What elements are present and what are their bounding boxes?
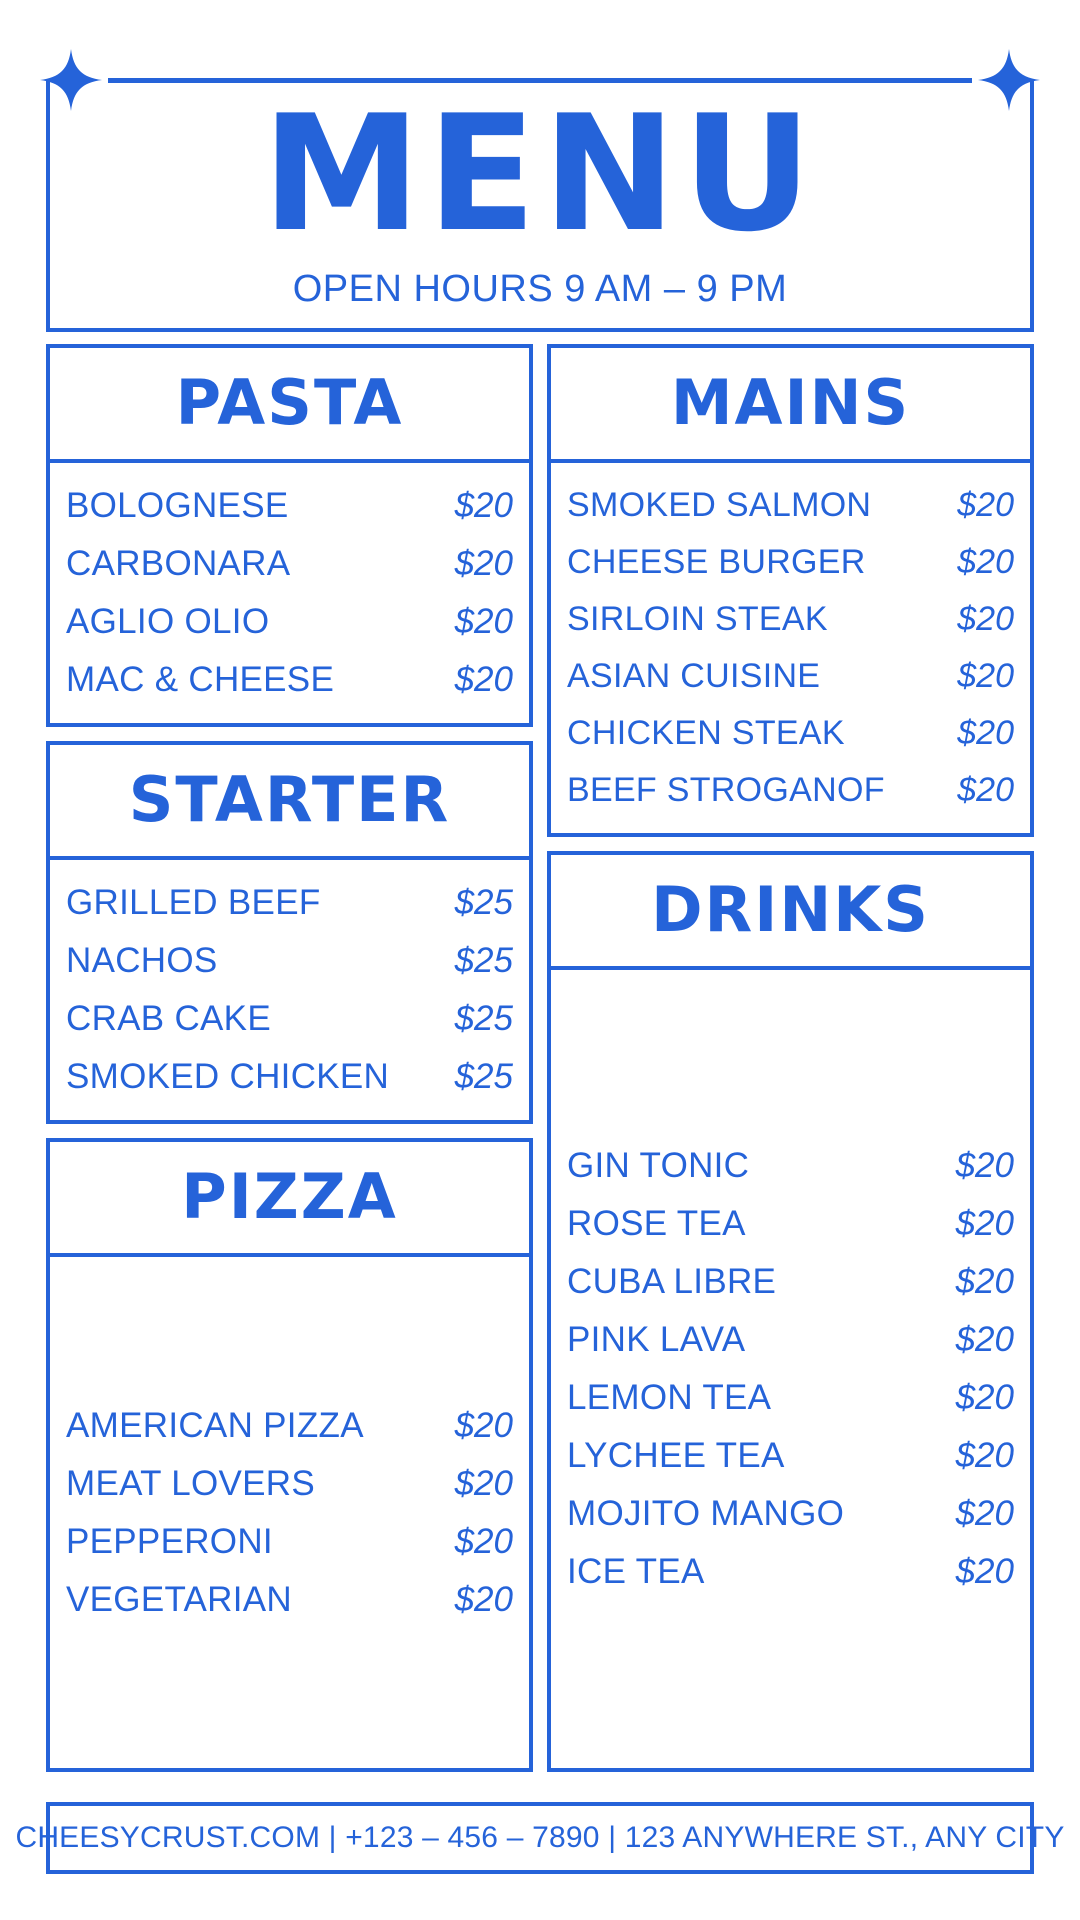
item-price: $20 xyxy=(955,1378,1014,1417)
section-title-mains: MAINS xyxy=(551,348,1030,463)
item-price: $20 xyxy=(955,1320,1014,1359)
header-box xyxy=(46,80,1034,332)
menu-item[interactable] xyxy=(567,1369,1014,1427)
section-title-starter: STARTER xyxy=(50,745,529,860)
menu-item[interactable] xyxy=(567,534,1014,591)
item-name: VEGETARIAN xyxy=(66,1579,293,1619)
item-price: $25 xyxy=(454,883,513,922)
menu-item[interactable] xyxy=(66,1455,513,1513)
item-price: $20 xyxy=(955,1262,1014,1301)
item-price: $20 xyxy=(955,1204,1014,1243)
section-pizza xyxy=(46,1138,533,1772)
item-name: SMOKED SALMON xyxy=(567,486,872,524)
menu-item[interactable] xyxy=(66,1571,513,1629)
menu-item[interactable] xyxy=(567,1427,1014,1485)
item-price: $20 xyxy=(957,543,1014,581)
item-price: $20 xyxy=(454,602,513,641)
menu-item[interactable] xyxy=(66,874,513,932)
menu-item[interactable] xyxy=(66,1513,513,1571)
footer-contact-text: CHEESYCRUST.COM | +123 – 456 – 7890 | 123 ANYWHERE ST., ANY CITY xyxy=(15,1821,1065,1854)
item-name: PINK LAVA xyxy=(567,1320,746,1359)
item-name: MOJITO MANGO xyxy=(567,1494,845,1533)
item-name: SIRLOIN STEAK xyxy=(567,600,828,638)
item-name: BOLOGNESE xyxy=(66,486,289,525)
menu-item[interactable] xyxy=(66,593,513,651)
item-name: GRILLED BEEF xyxy=(66,883,321,922)
footer-bar xyxy=(15,1802,1065,1874)
section-title-pizza: PIZZA xyxy=(50,1142,529,1257)
menu-item[interactable] xyxy=(66,932,513,990)
page-title: MENU xyxy=(261,80,819,267)
menu-item[interactable] xyxy=(567,762,1014,819)
item-price: $20 xyxy=(957,486,1014,524)
menu-item[interactable] xyxy=(66,651,513,709)
item-price: $20 xyxy=(955,1146,1014,1185)
menu-item[interactable] xyxy=(567,1253,1014,1311)
item-name: NACHOS xyxy=(66,941,218,980)
item-price: $20 xyxy=(454,544,513,583)
item-name: CHEESE BURGER xyxy=(567,543,866,581)
item-price: $20 xyxy=(454,1521,513,1561)
item-list-starter xyxy=(50,860,529,1120)
open-hours-text: OPEN HOURS 9 AM – 9 PM xyxy=(292,268,788,310)
item-price: $20 xyxy=(957,771,1014,809)
item-price: $25 xyxy=(454,999,513,1038)
item-name: ROSE TEA xyxy=(567,1204,746,1243)
item-name: CRAB CAKE xyxy=(66,999,271,1038)
menu-item[interactable] xyxy=(66,1397,513,1455)
item-price: $20 xyxy=(955,1552,1014,1591)
item-price: $20 xyxy=(454,660,513,699)
menu-item[interactable] xyxy=(567,1311,1014,1369)
menu-item[interactable] xyxy=(567,1195,1014,1253)
menu-item[interactable] xyxy=(66,1048,513,1106)
item-list-mains xyxy=(551,463,1030,833)
menu-item[interactable] xyxy=(66,477,513,535)
menu-item[interactable] xyxy=(66,990,513,1048)
item-name: LEMON TEA xyxy=(567,1378,772,1417)
item-name: ASIAN CUISINE xyxy=(567,657,821,695)
menu-item[interactable] xyxy=(567,1485,1014,1543)
item-name: AGLIO OLIO xyxy=(66,602,270,641)
item-list-pasta xyxy=(50,463,529,723)
item-name: MAC & CHEESE xyxy=(66,660,335,699)
item-price: $20 xyxy=(454,1579,513,1619)
section-starter xyxy=(46,741,533,1124)
item-price: $20 xyxy=(957,657,1014,695)
menu-item[interactable] xyxy=(567,648,1014,705)
item-name: GIN TONIC xyxy=(567,1146,750,1185)
menu-item[interactable] xyxy=(567,591,1014,648)
section-drinks xyxy=(547,851,1034,1772)
item-name: LYCHEE TEA xyxy=(567,1436,785,1475)
item-name: CARBONARA xyxy=(66,544,291,583)
item-name: AMERICAN PIZZA xyxy=(66,1405,364,1445)
item-price: $20 xyxy=(957,600,1014,638)
item-name: PEPPERONI xyxy=(66,1521,273,1561)
item-price: $25 xyxy=(454,941,513,980)
menu-item[interactable] xyxy=(567,705,1014,762)
item-name: SMOKED CHICKEN xyxy=(66,1057,390,1096)
item-name: MEAT LOVERS xyxy=(66,1463,316,1503)
left-column xyxy=(46,344,533,1772)
section-title-drinks: DRINKS xyxy=(551,855,1030,970)
menu-item[interactable] xyxy=(567,477,1014,534)
section-title-pasta: PASTA xyxy=(50,348,529,463)
item-price: $25 xyxy=(454,1057,513,1096)
item-list-pizza xyxy=(50,1257,529,1768)
menu-columns xyxy=(46,344,1034,1772)
item-price: $20 xyxy=(955,1436,1014,1475)
menu-item[interactable] xyxy=(567,1137,1014,1195)
item-name: BEEF STROGANOF xyxy=(567,771,885,809)
item-name: CHICKEN STEAK xyxy=(567,714,845,752)
item-price: $20 xyxy=(957,714,1014,752)
item-price: $20 xyxy=(955,1494,1014,1533)
section-mains xyxy=(547,344,1034,837)
item-list-drinks xyxy=(551,970,1030,1768)
right-column xyxy=(547,344,1034,1772)
menu-item[interactable] xyxy=(66,535,513,593)
item-price: $20 xyxy=(454,1405,513,1445)
item-price: $20 xyxy=(454,1463,513,1503)
menu-item[interactable] xyxy=(567,1543,1014,1601)
item-name: ICE TEA xyxy=(567,1552,705,1591)
section-pasta xyxy=(46,344,533,727)
item-name: CUBA LIBRE xyxy=(567,1262,777,1301)
item-price: $20 xyxy=(454,486,513,525)
